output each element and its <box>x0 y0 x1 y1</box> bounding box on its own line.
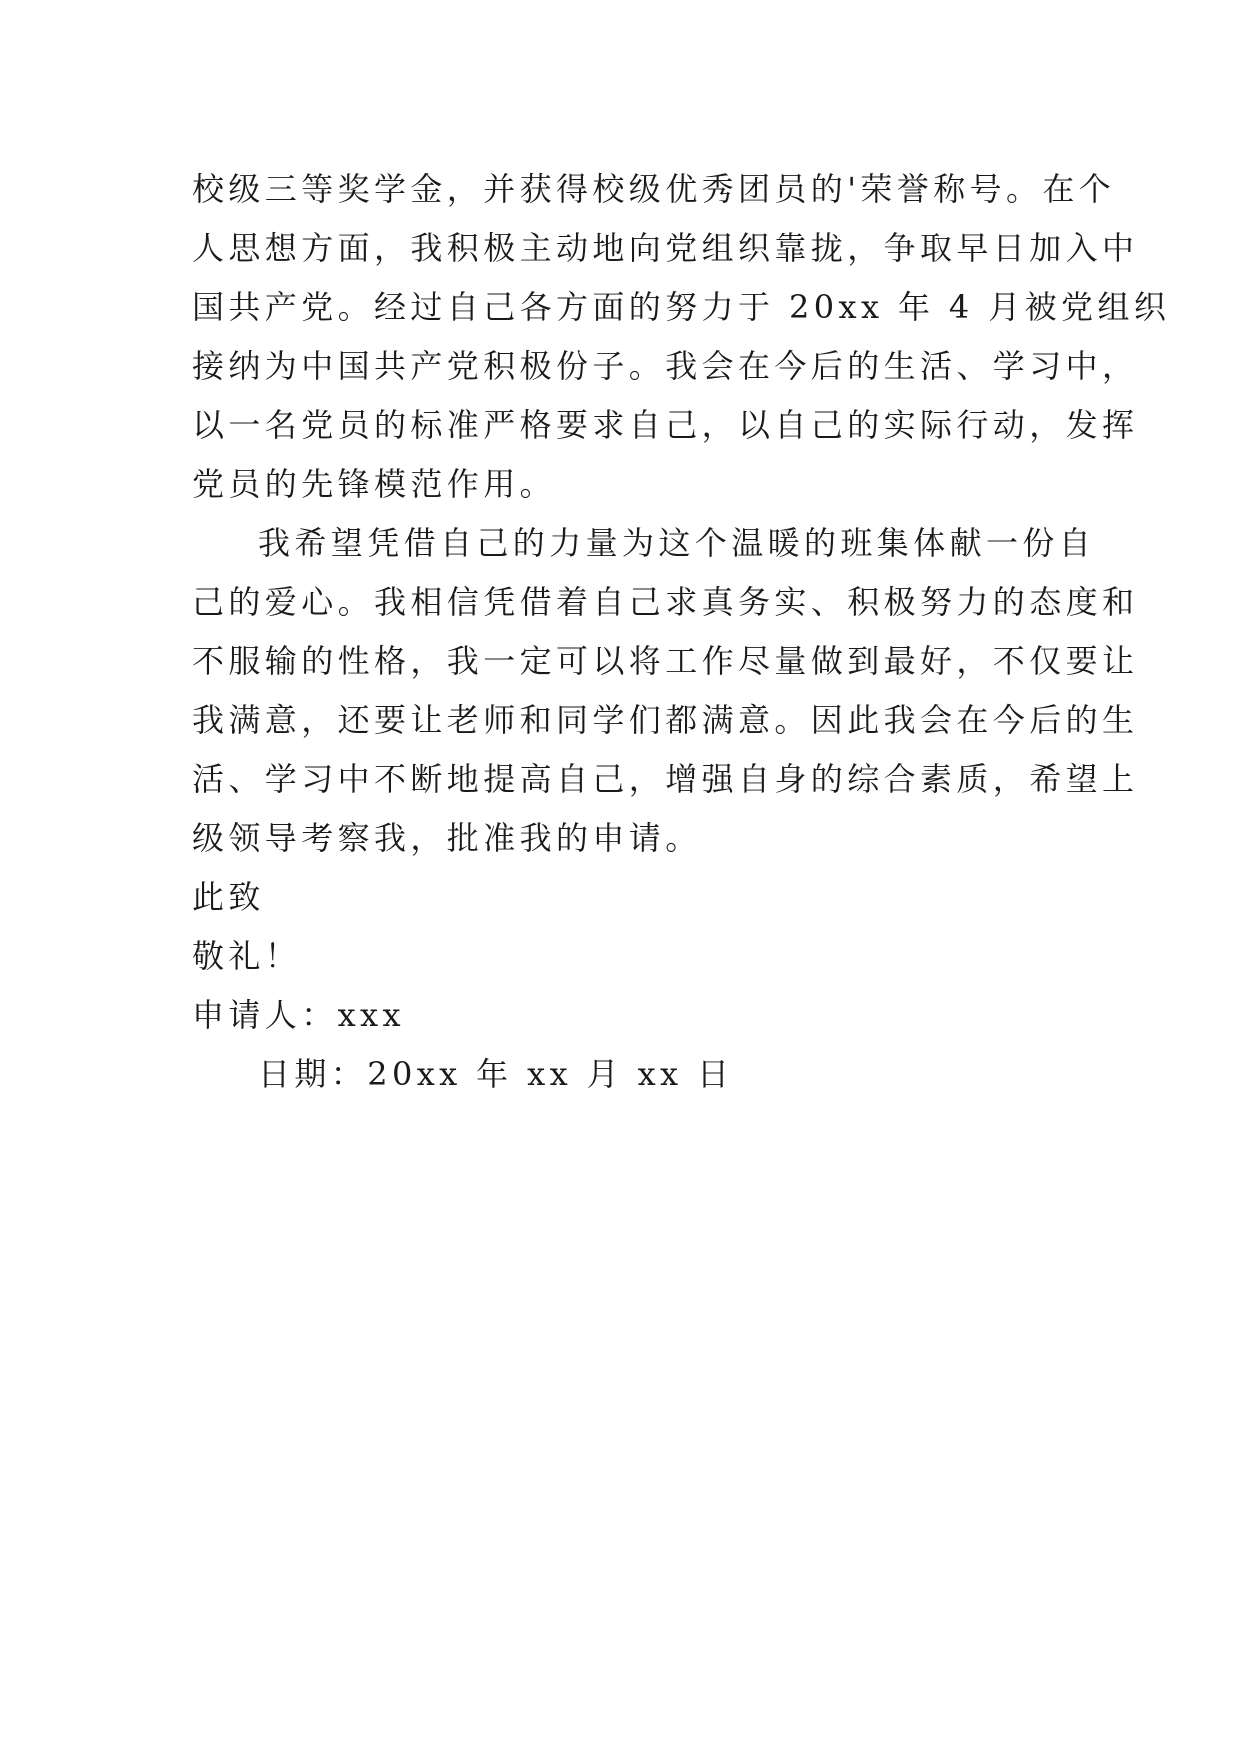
text-line: 国共产党。经过自己各方面的努力于 20xx 年 4 月被党组织 <box>192 288 1171 326</box>
text-line: 人思想方面，我积极主动地向党组织靠拢，争取早日加入中 <box>192 229 1139 267</box>
text-line: 党员的先锋模范作用。 <box>192 465 557 503</box>
paragraph-hope <box>192 514 1139 868</box>
paragraph-achievements <box>192 160 1171 514</box>
text-line: 以一名党员的标准严格要求自己，以自己的实际行动，发挥 <box>192 406 1139 444</box>
text-line: 己的爱心。我相信凭借着自己求真务实、积极努力的态度和 <box>192 583 1139 621</box>
text-line: 级领导考察我，批准我的申请。 <box>192 819 702 857</box>
text-line: 我希望凭借自己的力量为这个温暖的班集体献一份自 <box>258 524 1096 562</box>
closing-regards: 敬礼！ <box>192 937 302 975</box>
closing-salutation: 此致 <box>192 878 265 916</box>
text-line: 活、学习中不断地提高自己，增强自身的综合素质，希望上 <box>192 760 1139 798</box>
letter-date: 日期：20xx 年 xx 月 xx 日 <box>258 1055 734 1093</box>
text-line: 我满意，还要让老师和同学们都满意。因此我会在今后的生 <box>192 701 1139 739</box>
text-line: 不服输的性格，我一定可以将工作尽量做到最好，不仅要让 <box>192 642 1139 680</box>
letter-body <box>192 160 1171 1104</box>
applicant-signature: 申请人：xxx <box>192 996 405 1034</box>
text-line: 校级三等奖学金，并获得校级优秀团员的'荣誉称号。在个 <box>192 170 1116 208</box>
text-line: 接纳为中国共产党积极份子。我会在今后的生活、学习中， <box>192 347 1139 385</box>
